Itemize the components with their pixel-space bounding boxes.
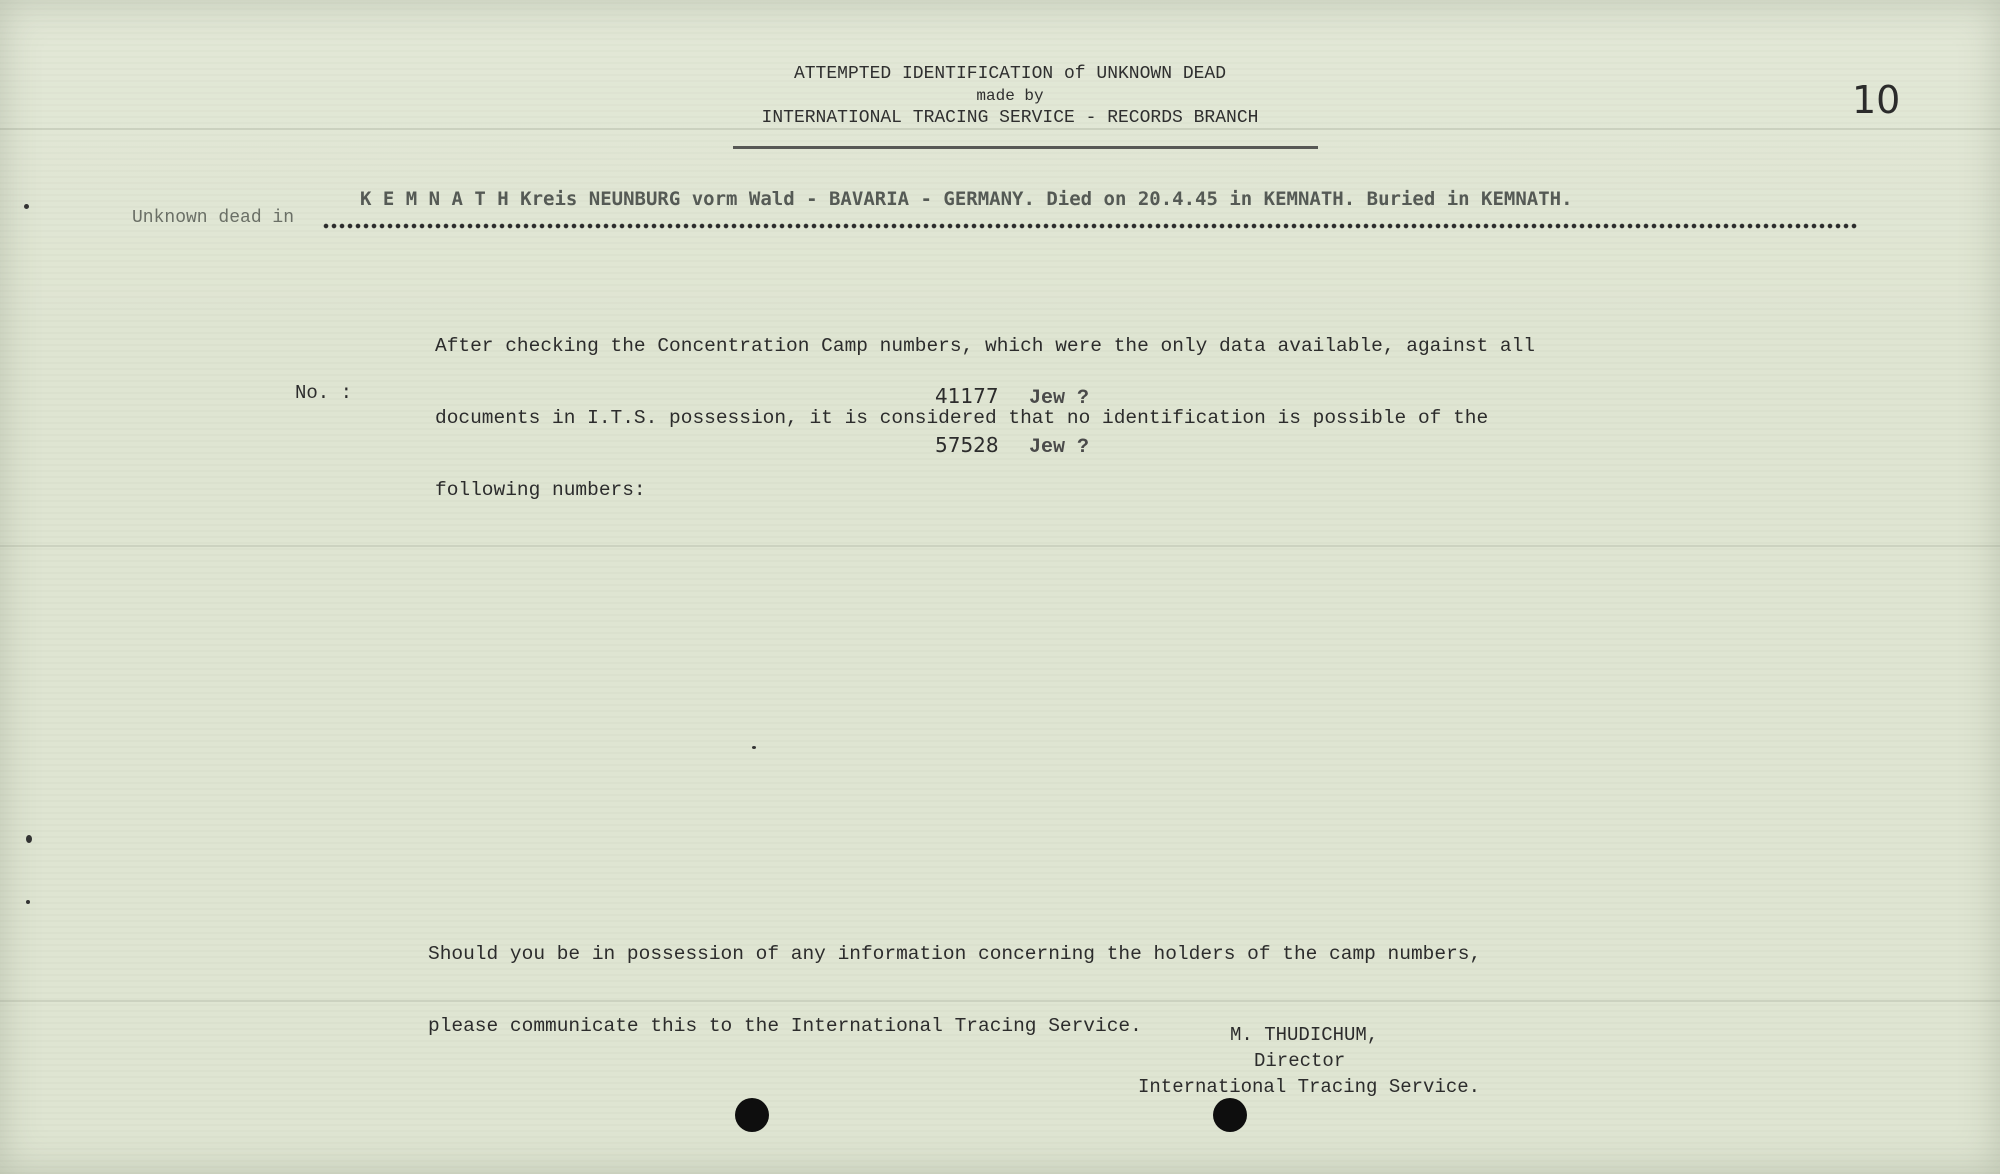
death-location: K E M N A T H Kreis NEUNBURG vorm Wald - BAVARIA - GERMANY. Died on 20.4.45 in KEMNATH. Buried in KEMNATH. [360, 188, 1573, 210]
camp-number: 41177 [935, 384, 999, 408]
ink-speck [752, 746, 756, 749]
dotted-leader [322, 222, 1857, 230]
page-number: 10 [1852, 78, 1901, 122]
heading-branch: INTERNATIONAL TRACING SERVICE - RECORDS BRANCH [761, 108, 1259, 128]
ink-speck [26, 835, 32, 843]
signature-title: Director [1254, 1050, 1346, 1072]
ink-speck [26, 900, 30, 904]
numbers-label: No. : [295, 382, 353, 404]
document-heading [700, 62, 1320, 130]
camp-number-note: Jew ? [1029, 387, 1090, 410]
punch-hole [735, 1098, 769, 1132]
request-line: Should you be in possession of any information concerning the holders of the camp numbers, [428, 943, 1482, 965]
intro-line: following numbers: [435, 479, 646, 501]
request-line: please communicate this to the International Tracing Service. [428, 1015, 1142, 1037]
intro-paragraph [435, 286, 1535, 550]
heading-title: ATTEMPTED IDENTIFICATION of UNKNOWN DEAD [793, 64, 1227, 84]
punch-hole [1213, 1098, 1247, 1132]
signature-organization: International Tracing Service. [1138, 1076, 1481, 1098]
heading-underline [733, 146, 1318, 149]
heading-made-by: made by [976, 87, 1044, 105]
camp-number-row [935, 384, 1089, 410]
signature-name: M. THUDICHUM, [1230, 1024, 1379, 1046]
camp-number-note: Jew ? [1029, 436, 1090, 459]
intro-line: After checking the Concentration Camp numbers, which were the only data available, against all [435, 335, 1535, 357]
camp-number: 57528 [935, 433, 999, 457]
ink-speck [24, 204, 29, 209]
unknown-dead-label: Unknown dead in [132, 208, 295, 228]
intro-line: documents in I.T.S. possession, it is considered that no identification is possible of the [435, 407, 1489, 429]
camp-number-row [935, 433, 1089, 459]
